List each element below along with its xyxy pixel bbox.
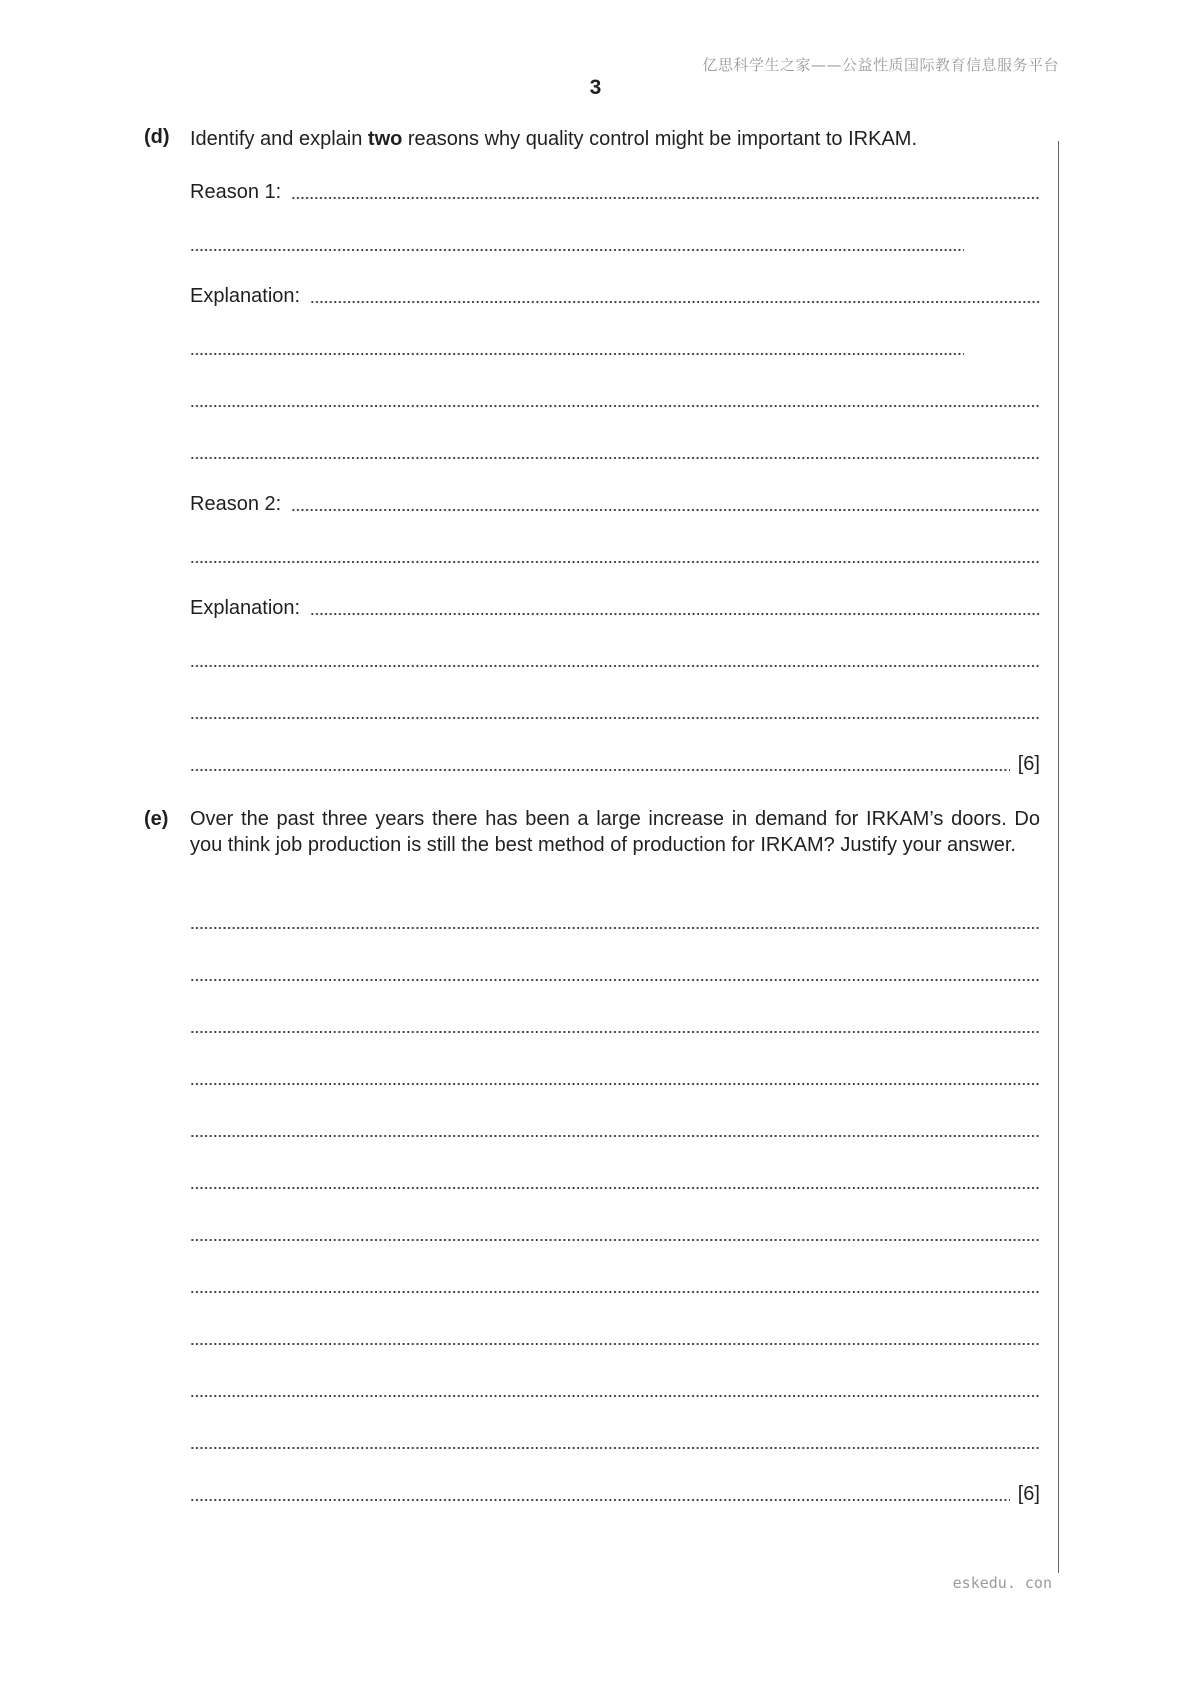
answer-line[interactable] [190, 336, 964, 360]
answer-dots [190, 404, 1040, 408]
answer-dots [190, 1290, 1040, 1294]
answer-dots [190, 716, 1040, 720]
answer-dots [310, 612, 1040, 616]
answer-line[interactable] [190, 232, 964, 256]
answer-dots [190, 1446, 1040, 1450]
answer-dots [190, 1082, 1040, 1086]
answer-dots [190, 1394, 1040, 1398]
answer-dots [190, 1134, 1040, 1138]
answer-line[interactable] [190, 700, 1040, 724]
answer-dots [190, 1498, 1010, 1502]
answer-dots [190, 1342, 1040, 1346]
question-d-prompt [190, 126, 917, 152]
reason-1-line[interactable] [190, 180, 1040, 204]
answer-line[interactable] [190, 388, 1040, 412]
answer-line[interactable] [190, 1222, 1040, 1246]
header-watermark: 亿思科学生之家——公益性质国际教育信息服务平台 [702, 56, 1059, 74]
answer-dots [291, 508, 1040, 512]
explanation-2-line[interactable] [190, 596, 1040, 620]
answer-line[interactable] [190, 440, 1040, 464]
answer-line[interactable] [190, 1274, 1040, 1298]
answer-line[interactable] [190, 544, 1040, 568]
page-number: 3 [589, 76, 602, 99]
margin-line [1058, 141, 1059, 1573]
marks-allocation: [6] [1017, 753, 1040, 775]
answer-dots [190, 352, 964, 356]
answer-line-final[interactable] [190, 1482, 1040, 1506]
answer-dots [190, 248, 964, 252]
answer-line-final[interactable] [190, 752, 1040, 776]
answer-line[interactable] [190, 1170, 1040, 1194]
footer-watermark: eskedu. con [952, 1574, 1052, 1592]
reason-2-label: Reason 2: [190, 493, 282, 515]
answer-dots [190, 560, 1040, 564]
answer-line[interactable] [190, 1066, 1040, 1090]
question-d-prompt-end: reasons why quality control might be important to IRKAM. [402, 128, 918, 150]
answer-line[interactable] [190, 1430, 1040, 1454]
answer-line[interactable] [190, 1118, 1040, 1142]
answer-line[interactable] [190, 962, 1040, 986]
answer-dots [291, 196, 1040, 200]
answer-dots [310, 300, 1040, 304]
answer-dots [190, 768, 1010, 772]
answer-dots [190, 1186, 1040, 1190]
answer-line[interactable] [190, 910, 1040, 934]
answer-dots [190, 1238, 1040, 1242]
marks-allocation: [6] [1017, 1483, 1040, 1505]
answer-dots [190, 926, 1040, 930]
answer-dots [190, 978, 1040, 982]
answer-dots [190, 1030, 1040, 1034]
answer-line[interactable] [190, 1014, 1040, 1038]
reason-1-label: Reason 1: [190, 181, 282, 203]
reason-2-line[interactable] [190, 492, 1040, 516]
answer-line[interactable] [190, 1326, 1040, 1350]
answer-dots [190, 664, 1040, 668]
answer-line[interactable] [190, 1378, 1040, 1402]
explanation-1-line[interactable] [190, 284, 1040, 308]
question-d-label: (d) [144, 126, 170, 148]
question-d-prompt-emphasis: two [367, 128, 403, 150]
answer-dots [190, 456, 1040, 460]
explanation-2-label: Explanation: [190, 597, 301, 619]
question-e-prompt: Over the past three years there has been a large increase in demand for IRKAM’s doors. Do you think job production is still the best method of production for IRKAM? Justify your answer. [190, 808, 1040, 856]
answer-line[interactable] [190, 648, 1040, 672]
explanation-1-label: Explanation: [190, 285, 301, 307]
question-d-prompt-start: Identify and explain [190, 128, 368, 150]
question-e-label: (e) [144, 808, 169, 830]
